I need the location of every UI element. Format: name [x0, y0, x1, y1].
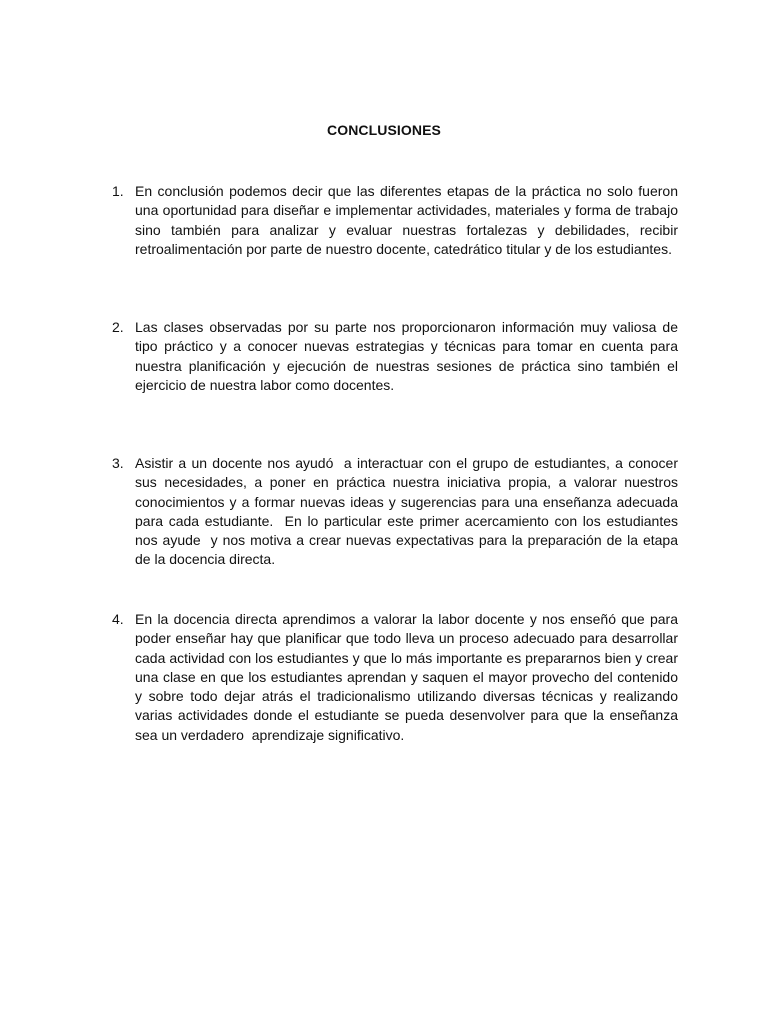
list-item-number: 1. — [112, 183, 124, 199]
page-title: CONCLUSIONES — [327, 122, 441, 138]
list-item-number: 4. — [112, 611, 124, 627]
list-item-number: 3. — [112, 455, 124, 471]
list-item-text: En la docencia directa aprendimos a valorar la labor docente y nos enseñó que para poder enseñar hay que planificar que todo lleva un proceso adecuado para desarrollar cada actividad con los estudiantes y que lo más importante es prepararnos bien y crear una clase en que los estudiantes aprendan y saquen el mayor provecho del contenido y sobre todo dejar atrás el tradicionalismo utilizando diversas técnicas y realizando varias actividades donde el estudiante se pueda desenvolver para que la enseñanza sea un verdadero aprendizaje significativo. — [135, 611, 682, 743]
list-item-text: En conclusión podemos decir que las diferentes etapas de la práctica no solo fueron una oportunidad para diseñar e implementar actividades, materiales y forma de trabajo sino también para analizar y evaluar nuestras fortalezas y debilidades, recibir retroalimentación por parte de nuestro docente, catedrático titular y de los estudiantes. — [135, 183, 682, 257]
list-item-text: Asistir a un docente nos ayudó a interactuar con el grupo de estudiantes, a conocer sus necesidades, a poner en práctica nuestra iniciativa propia, a valorar nuestros conocimientos y a formar nuevas ideas y sugerencias para una enseñanza adecuada para cada estudiante. En lo particular este primer acercamiento con los estudiantes nos ayude y nos motiva a crear nuevas expectativas para la preparación de la etapa de la docencia directa. — [135, 455, 682, 568]
list-item-number: 2. — [112, 319, 124, 335]
list-item-text: Las clases observadas por su parte nos proporcionaron información muy valiosa de tipo práctico y a conocer nuevas estrategias y técnicas para tomar en cuenta para nuestra planificación y ejecución de nuestras sesiones de práctica sino también el ejercicio de nuestra labor como docentes. — [135, 319, 682, 393]
